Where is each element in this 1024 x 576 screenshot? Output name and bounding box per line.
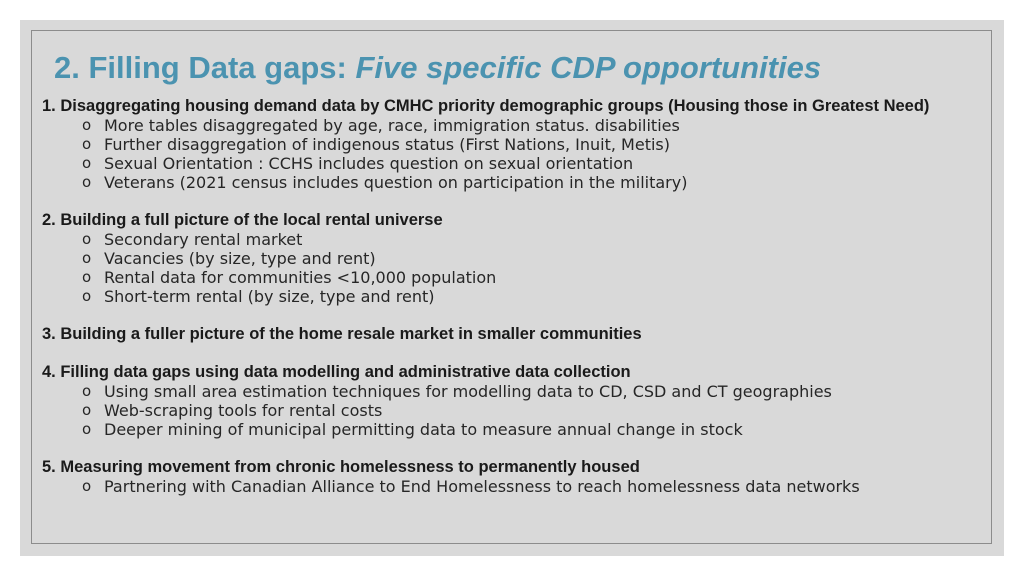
section-heading: 4. Filling data gaps using data modelling and administrative data collection (42, 363, 631, 381)
section-heading: 1. Disaggregating housing demand data by CMHC priority demographic groups (Housing those in Greatest Need) (42, 97, 930, 115)
bullet-item (82, 249, 982, 268)
slide-title-italic: Five specific CDP opportunities (355, 50, 822, 85)
bullet-item (82, 135, 982, 154)
bullet-marker-icon: o (82, 116, 92, 134)
section-3 (42, 325, 982, 344)
slide-title (54, 48, 821, 88)
bullet-item (82, 382, 982, 401)
bullet-text: Sexual Orientation : CCHS includes question on sexual orientation (104, 154, 634, 173)
section-heading: 3. Building a fuller picture of the home resale market in smaller communities (42, 325, 642, 343)
bullet-list (42, 230, 982, 306)
bullet-text: Vacancies (by size, type and rent) (104, 249, 376, 268)
bullet-marker-icon: o (82, 287, 92, 305)
bullet-text: Short-term rental (by size, type and rent) (104, 287, 435, 306)
bullet-text: Secondary rental market (104, 230, 303, 249)
bullet-item (82, 287, 982, 306)
bullet-item (82, 268, 982, 287)
bullet-text: Rental data for communities <10,000 population (104, 268, 497, 287)
bullet-text: Veterans (2021 census includes question on participation in the military) (104, 173, 688, 192)
bullet-item (82, 230, 982, 249)
section-2 (42, 211, 982, 306)
bullet-item (82, 477, 982, 496)
slide-title-prefix: 2. Filling Data gaps: (54, 50, 356, 85)
bullet-list (42, 382, 982, 439)
section-heading: 5. Measuring movement from chronic homelessness to permanently housed (42, 458, 640, 476)
bullet-marker-icon: o (82, 154, 92, 172)
bullet-item (82, 401, 982, 420)
slide-content (42, 97, 982, 515)
bullet-text: Deeper mining of municipal permitting data to measure annual change in stock (104, 420, 743, 439)
bullet-text: Web-scraping tools for rental costs (104, 401, 383, 420)
bullet-item (82, 420, 982, 439)
section-heading: 2. Building a full picture of the local rental universe (42, 211, 443, 229)
bullet-list (42, 477, 982, 496)
bullet-item (82, 116, 982, 135)
bullet-item (82, 173, 982, 192)
bullet-marker-icon: o (82, 382, 92, 400)
bullet-marker-icon: o (82, 477, 92, 495)
bullet-text: Further disaggregation of indigenous status (First Nations, Inuit, Metis) (104, 135, 670, 154)
bullet-marker-icon: o (82, 173, 92, 191)
bullet-item (82, 154, 982, 173)
bullet-text: More tables disaggregated by age, race, immigration status. disabilities (104, 116, 680, 135)
bullet-marker-icon: o (82, 268, 92, 286)
bullet-marker-icon: o (82, 401, 92, 419)
bullet-list (42, 116, 982, 192)
section-4 (42, 363, 982, 439)
bullet-marker-icon: o (82, 249, 92, 267)
section-1 (42, 97, 982, 192)
bullet-marker-icon: o (82, 420, 92, 438)
bullet-text: Using small area estimation techniques for modelling data to CD, CSD and CT geographies (104, 382, 832, 401)
bullet-marker-icon: o (82, 135, 92, 153)
bullet-marker-icon: o (82, 230, 92, 248)
bullet-text: Partnering with Canadian Alliance to End Homelessness to reach homelessness data networks (104, 477, 860, 496)
section-5 (42, 458, 982, 496)
